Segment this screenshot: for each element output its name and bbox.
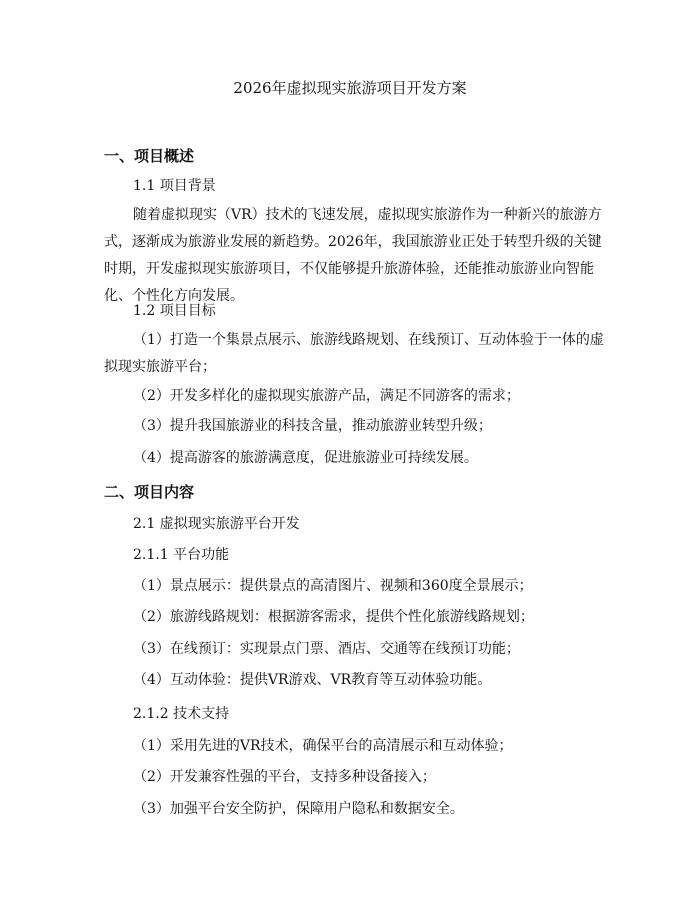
paragraph-line: 时期，开发虚拟现实旅游项目，不仅能够提升旅游体验，还能推动旅游业向智能 (104, 261, 594, 277)
background-paragraph (104, 202, 602, 310)
goal-item-1 (104, 327, 604, 381)
function-item-2: （2）旅游线路规划：根据游客需求，提供个性化旅游线路规划； (133, 609, 534, 625)
tech-item-2: （2）开发兼容性强的平台，支持多种设备接入； (133, 769, 436, 785)
tech-item-1: （1）采用先进的VR技术，确保平台的高清展示和互动体验； (133, 738, 513, 754)
goal-item-2: （2）开发多样化的虚拟现实旅游产品，满足不同游客的需求； (133, 388, 520, 404)
function-item-4: （4）互动体验：提供VR游戏、VR教育等互动体验功能。 (133, 672, 492, 688)
function-item-1: （1）景点展示：提供景点的高清图片、视频和360度全景展示； (133, 578, 533, 594)
goal-item-3: （3）提升我国旅游业的科技含量，推动旅游业转型升级； (133, 418, 492, 434)
subsection-heading-platform: 2.1 虚拟现实旅游平台开发 (133, 516, 300, 532)
section-heading-overview: 一、项目概述 (104, 147, 195, 165)
document-title: 2026年虚拟现实旅游项目开发方案 (233, 79, 467, 97)
paragraph-line: 化、个性化方向发展。 (104, 288, 244, 304)
subsection-heading-tech: 2.1.2 技术支持 (133, 706, 230, 722)
subsection-heading-goals: 1.2 项目目标 (133, 303, 216, 319)
subsection-heading-background: 1.1 项目背景 (133, 178, 216, 194)
paragraph-line: 随着虚拟现实（VR）技术的飞速发展，虚拟现实旅游作为一种新兴的旅游方 (133, 207, 602, 223)
paragraph-line: 拟现实旅游平台； (104, 359, 216, 375)
goal-item-4: （4）提高游客的旅游满意度，促进旅游业可持续发展。 (133, 450, 478, 466)
subsection-heading-functions: 2.1.1 平台功能 (133, 547, 230, 563)
section-heading-content: 二、项目内容 (104, 483, 195, 501)
paragraph-line: （1）打造一个集景点展示、旅游线路规划、在线预订、互动体验于一体的虚 (133, 332, 604, 348)
tech-item-3: （3）加强平台安全防护，保障用户隐私和数据安全。 (133, 801, 464, 817)
paragraph-line: 式，逐渐成为旅游业发展的新趋势。2026年，我国旅游业正处于转型升级的关键 (104, 234, 602, 250)
function-item-3: （3）在线预订：实现景点门票、酒店、交通等在线预订功能； (133, 641, 520, 657)
